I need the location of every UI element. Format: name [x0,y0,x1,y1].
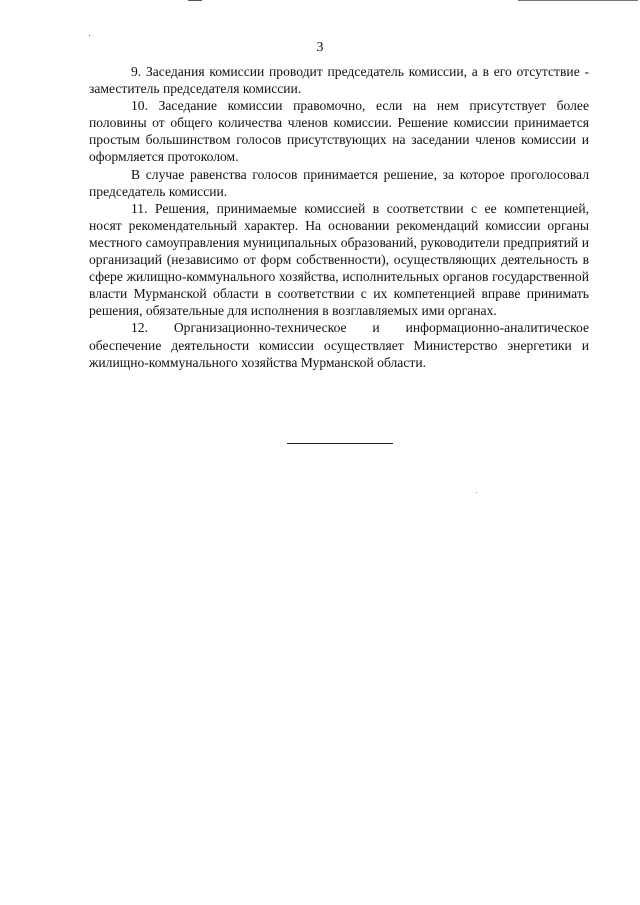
paragraph-item-10: 10. Заседание комиссии правомочно, если на нем присутствует более половины от общего количества членов комиссии. Решение комиссии принимается простым большинством голосов присутствующих на заседании членов комиссии и оформляется протоколом. [89,98,589,165]
paragraph-tie-vote: В случае равенства голосов принимается решение, за которое проголосовал председатель комиссии. [89,166,589,199]
paragraph-item-12: 12. Организационно-техническое и информационно-аналитическое обеспечение деятельности комиссии осуществляет Министерство энергетики и жилищно-коммунального хозяйства Мурманской области. [89,320,589,370]
scan-artifact [518,0,638,1]
paragraph-item-9: 9. Заседания комиссии проводит председатель комиссии, а в его отсутствие - заместитель председателя комиссии. [89,64,589,97]
scan-artifact [188,0,202,1]
scan-artifact [89,35,90,36]
paragraph-item-11: 11. Решения, принимаемые комиссией в соответствии с ее компетенцией, носят рекомендательный характер. На основании рекомендаций комиссии органы местного самоуправления муниципальных образований, руководители предприятий и организаций (независимо от форм собственности), осуществляющих деятельность в сфере жилищно-коммунального хозяйства, исполнительных органов государственной власти Мурманской области в соответствии с их компетенцией вправе принимать решения, обязательные для исполнения в возглавляемых ими органах. [89,200,589,319]
document-body [89,63,589,371]
end-of-document-rule [287,443,393,444]
scan-artifact [476,492,477,493]
page-number: 3 [316,40,324,55]
